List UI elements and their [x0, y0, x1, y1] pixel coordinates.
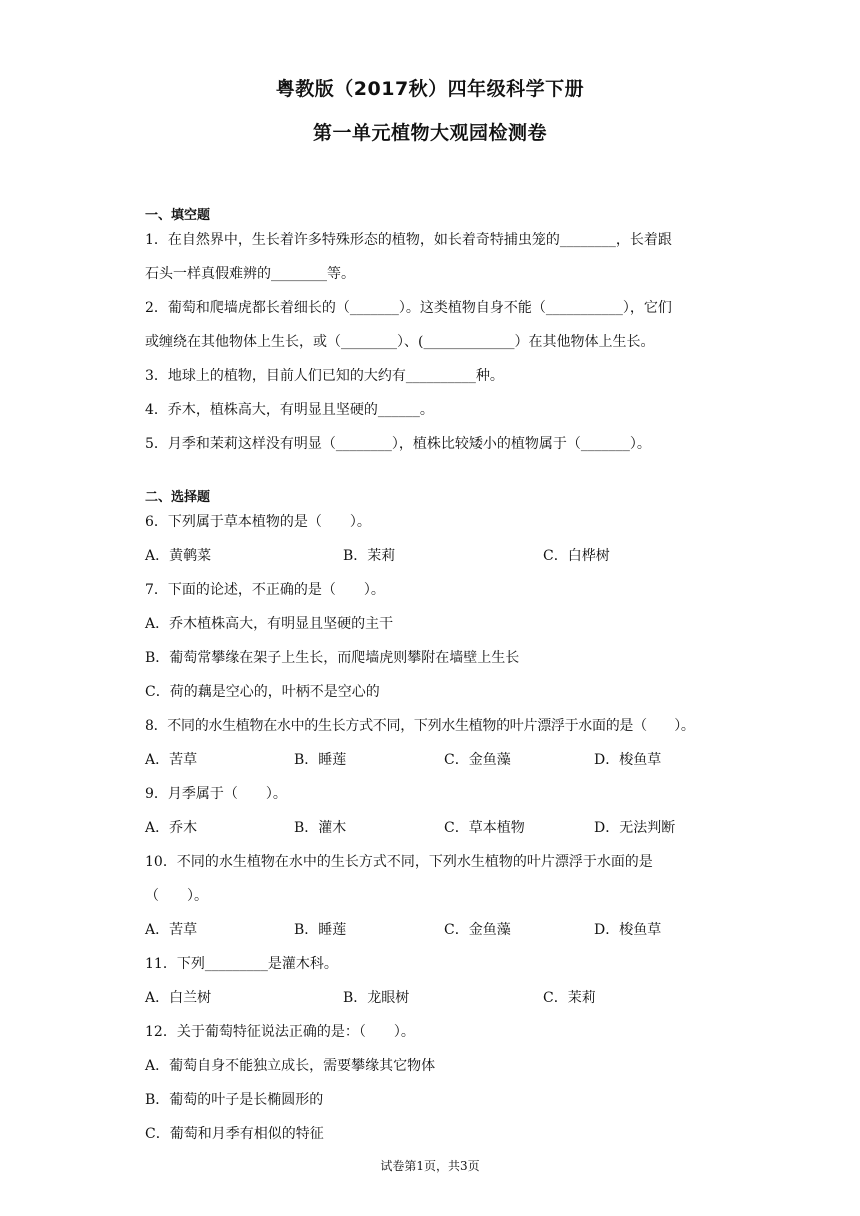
- exam-subtitle: 第一单元植物大观园检测卷: [312, 122, 547, 144]
- question-11-stem: 11．下列_________是灌木科。: [145, 956, 338, 972]
- section-heading-fill: 一、填空题: [145, 208, 211, 223]
- question-5: 5．月季和茉莉这样没有明显（________），植株比较矮小的植物属于（_______）。: [145, 436, 651, 452]
- question-2-line-1: 2．葡萄和爬墙虎都长着细长的（_______）。这类植物自身不能（___________），它们: [145, 300, 672, 316]
- question-2-line-2: 或缠绕在其他物体上生长，或（________）、(_____________）在其他物体上生长。: [145, 334, 655, 350]
- question-10-stem-line-1: 10．不同的水生植物在水中的生长方式不同，下列水生植物的叶片漂浮于水面的是: [145, 854, 653, 870]
- question-12-stem: 12．关于葡萄特征说法正确的是：（ ）。: [145, 1024, 415, 1040]
- question-11-option-c: C．茉莉: [543, 990, 596, 1006]
- question-11-option-a: A．白兰树: [145, 990, 212, 1006]
- question-9-option-c: C．草本植物: [444, 820, 525, 836]
- question-8-stem: 8．不同的水生植物在水中的生长方式不同，下列水生植物的叶片漂浮于水面的是（ ）。: [145, 718, 695, 734]
- question-6-option-a: A．黄鹌菜: [145, 548, 212, 564]
- question-10-option-b: B．睡莲: [294, 922, 347, 938]
- question-7-stem: 7．下面的论述，不正确的是（ ）。: [145, 582, 385, 598]
- question-8-option-b: B．睡莲: [294, 752, 347, 768]
- exam-title: 粤教版（2017秋）四年级科学下册: [275, 78, 585, 100]
- question-8-option-d: D．梭鱼草: [594, 752, 662, 768]
- question-7-option-c: C．荷的藕是空心的，叶柄不是空心的: [145, 684, 380, 700]
- question-10-option-d: D．梭鱼草: [594, 922, 662, 938]
- question-1-line-1: 1．在自然界中，生长着许多特殊形态的植物，如长着奇特捕虫笼的________，长着跟: [145, 232, 672, 248]
- question-11-option-b: B．龙眼树: [343, 990, 410, 1006]
- question-12-option-c: C．葡萄和月季有相似的特征: [145, 1126, 324, 1142]
- question-6-option-b: B．茉莉: [343, 548, 396, 564]
- question-8-option-a: A．苦草: [145, 752, 198, 768]
- question-10-option-a: A．苦草: [145, 922, 198, 938]
- page-footer: 试卷第1页，共3页: [380, 1159, 480, 1173]
- question-6-stem: 6．下列属于草本植物的是（ ）。: [145, 514, 371, 530]
- question-4: 4．乔木，植株高大，有明显且坚硬的______。: [145, 402, 434, 418]
- question-7-option-a: A．乔木植株高大，有明显且坚硬的主干: [145, 616, 394, 632]
- section-heading-choice: 二、选择题: [145, 490, 211, 505]
- question-12-option-a: A．葡萄自身不能独立成长，需要攀缘其它物体: [145, 1058, 436, 1074]
- question-1-line-2: 石头一样真假难辨的________等。: [145, 266, 355, 282]
- question-10-stem-line-2: （ ）。: [145, 888, 208, 904]
- question-9-option-b: B．灌木: [294, 820, 347, 836]
- question-9-option-a: A．乔木: [145, 820, 198, 836]
- question-9-option-d: D．无法判断: [594, 820, 676, 836]
- question-7-option-b: B．葡萄常攀缘在架子上生长，而爬墙虎则攀附在墙壁上生长: [145, 650, 520, 666]
- question-10-option-c: C．金鱼藻: [444, 922, 511, 938]
- question-8-option-c: C．金鱼藻: [444, 752, 511, 768]
- question-9-stem: 9．月季属于（ ）。: [145, 786, 287, 802]
- question-12-option-b: B．葡萄的叶子是长椭圆形的: [145, 1092, 324, 1108]
- question-6-option-c: C．白桦树: [543, 548, 610, 564]
- question-3: 3．地球上的植物，目前人们已知的大约有__________种。: [145, 368, 504, 384]
